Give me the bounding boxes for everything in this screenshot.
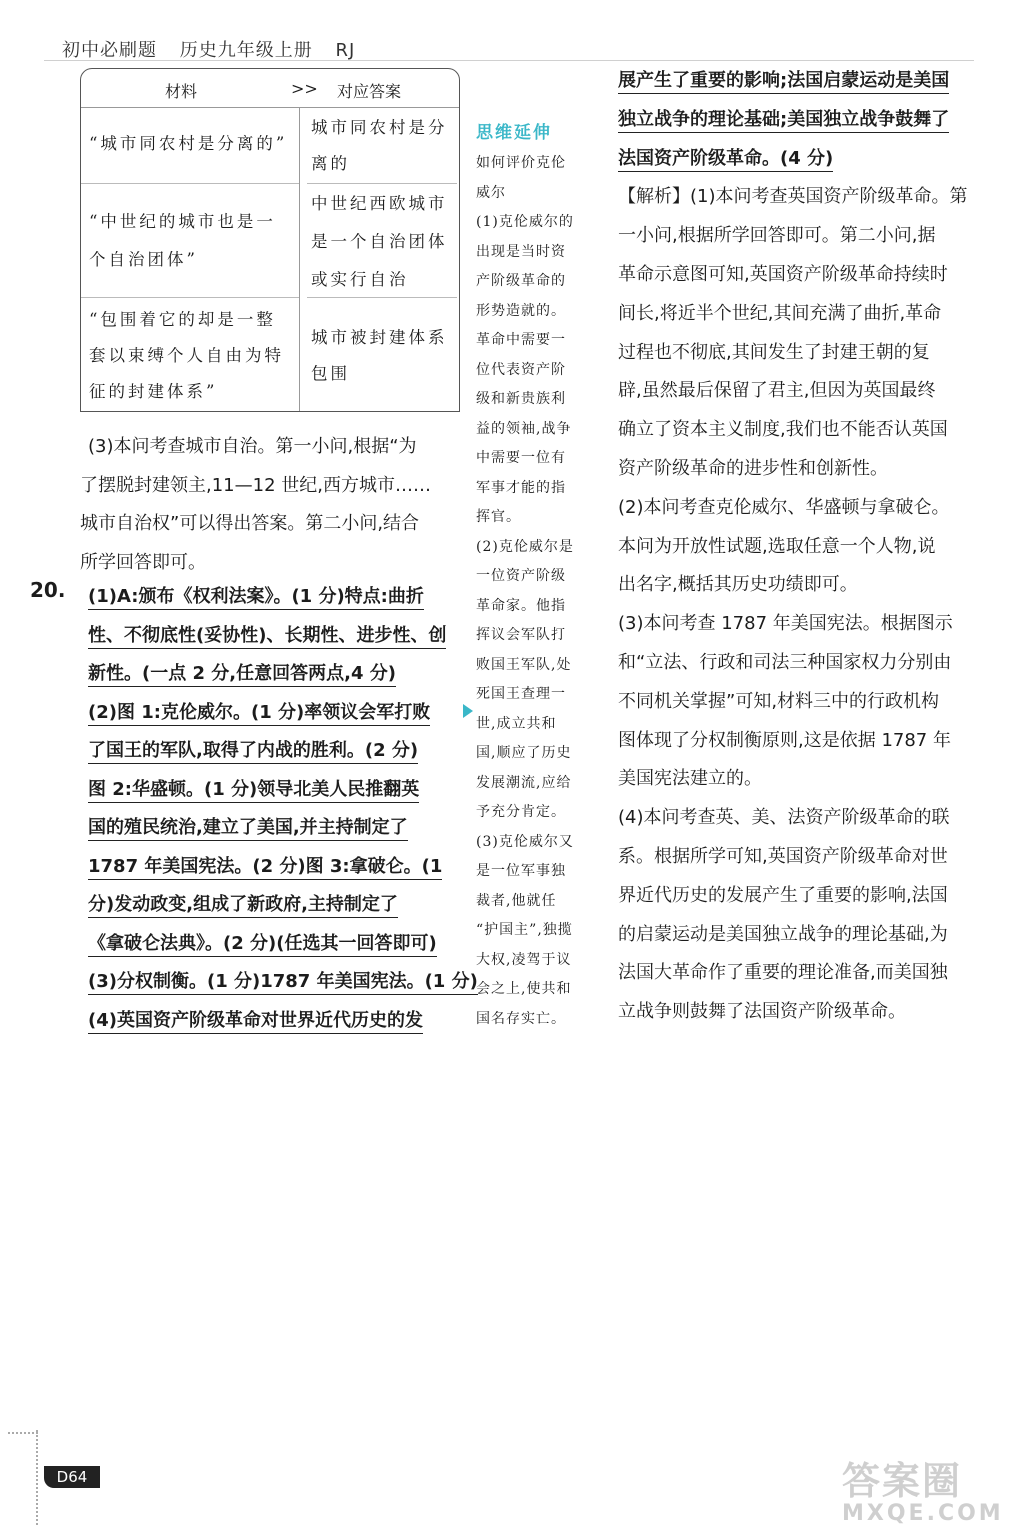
- answer-line: [88, 925, 466, 964]
- page-number: D64: [44, 1466, 100, 1488]
- table-cell-answer: 或实行自治: [311, 270, 409, 289]
- answer-line-text: (2)图 1:克伦威尔。(1 分)率领议会军打败: [88, 702, 430, 726]
- answer-line: [88, 732, 466, 771]
- sidebar-line: 如何评价克伦: [476, 155, 566, 171]
- sidebar-line: 威尔: [476, 184, 506, 201]
- sidebar-line: 国,顺应了历史: [476, 745, 572, 761]
- answer-line: [88, 886, 466, 925]
- sidebar-line: 死国王查理一: [476, 686, 566, 702]
- answer-line-text: 独立战争的理论基础;美国独立战争鼓舞了: [618, 109, 949, 133]
- analysis-line: 系。根据所学可知,英国资产阶级革命对世: [618, 845, 948, 867]
- sidebar-line: 革命家。他指: [476, 597, 566, 614]
- analysis-line: 法国大革命作了重要的理论准备,而美国独: [618, 962, 948, 984]
- q19-explanation: [80, 428, 464, 582]
- analysis-line: 一小问,根据所学回答即可。第二小问,据: [618, 225, 936, 247]
- sidebar-title: 思维延伸: [476, 123, 552, 143]
- sidebar-line: “护国主”,独揽: [476, 922, 573, 938]
- subject-title: 历史九年级上册: [179, 40, 313, 61]
- watermark-url: MXQE.COM: [842, 1501, 1004, 1526]
- row-divider: [81, 297, 299, 298]
- q20-analysis: [618, 178, 1000, 1032]
- right-column: [618, 62, 1000, 1032]
- table-cell-material: “城市同农村是分离的”: [89, 134, 288, 153]
- sidebar-line: 益的领袖,战争: [476, 420, 572, 437]
- arrow-icon: >>: [291, 79, 318, 98]
- watermark-logo: [842, 1450, 1002, 1530]
- page-header: [62, 36, 371, 62]
- q20-answer: [88, 578, 478, 1040]
- answer-line-text: 图 2:华盛顿。(1 分)领导北美人民推翻英: [88, 779, 419, 803]
- sidebar-line: 大权,凌驾于议: [476, 951, 572, 968]
- answer-line-text: 1787 年美国宪法。(2 分)图 3:拿破仑。(1: [88, 856, 442, 880]
- answer-line: [88, 655, 466, 694]
- answer-line: [618, 62, 1000, 101]
- sidebar-line: 是一位军事独: [476, 863, 566, 879]
- sidebar-line: 世,成立共和: [476, 715, 557, 732]
- analysis-line: (4)本问考查英、美、法资产阶级革命的联: [618, 807, 950, 829]
- text-line: 所学回答即可。: [80, 551, 206, 573]
- column-header-material: 材料: [165, 82, 198, 101]
- sidebar-line: 裁者,他就任: [476, 892, 557, 909]
- analysis-line: 过程也不彻底,其间发生了封建王朝的复: [618, 341, 930, 363]
- analysis-line: 的启蒙运动是美国独立战争的理论基础,为: [618, 923, 948, 945]
- sidebar-line: 挥议会军队打: [476, 627, 566, 643]
- analysis-line: 确立了资本主义制度,我们也不能否认英国: [618, 419, 948, 441]
- analysis-line: 美国宪法建立的。: [618, 768, 762, 790]
- sidebar-line: 中需要一位有: [476, 450, 566, 466]
- analysis-line: 出名字,概括其历史功绩即可。: [618, 574, 858, 596]
- text-line: 了摆脱封建领主,11—12 世纪,西方城市……: [80, 474, 431, 496]
- sidebar-line: 一位资产阶级: [476, 568, 566, 584]
- sidebar-line: 挥官。: [476, 509, 521, 525]
- answer-line: [88, 963, 478, 1002]
- header-divider: [44, 60, 974, 61]
- sidebar-body: [476, 149, 586, 1034]
- column-divider: [299, 107, 300, 411]
- answer-line: [88, 694, 466, 733]
- table-cell-material: 个自治团体”: [89, 250, 198, 269]
- text-line: (3)本问考查城市自治。第一小问,根据“为: [88, 436, 417, 457]
- sidebar-line: (1)克伦威尔的: [476, 214, 574, 230]
- watermark-text: 答案圈: [842, 1459, 963, 1503]
- sidebar-line: 败国王军队,处: [476, 656, 572, 673]
- sidebar-line: 产阶级革命的: [476, 273, 566, 289]
- analysis-line: 资产阶级革命的进步性和创新性。: [618, 457, 888, 479]
- edition-label: RJ: [335, 40, 356, 61]
- analysis-line: (3)本问考查 1787 年美国宪法。根据图示: [618, 613, 953, 635]
- row-divider: [307, 183, 457, 184]
- text-line: 城市自治权”可以得出答案。第二小问,结合: [80, 513, 420, 534]
- table-cell-answer: 包围: [311, 364, 350, 383]
- question-number: 20.: [30, 578, 66, 602]
- analysis-line: 和“立法、行政和司法三种国家权力分别由: [618, 651, 952, 673]
- answer-line-text: 了国王的军队,取得了内战的胜利。(2 分): [88, 740, 418, 764]
- answer-line: [88, 578, 466, 617]
- sidebar-line: 革命中需要一: [476, 332, 566, 348]
- sidebar-line: 国名存实亡。: [476, 1010, 566, 1027]
- answer-line-text: 《拿破仑法典》。(2 分)(任选其一回答即可): [88, 933, 437, 957]
- sidebar-line: 形势造就的。: [476, 302, 566, 319]
- column-header-answer: 对应答案: [337, 82, 402, 101]
- sidebar-line: 会之上,使共和: [476, 981, 572, 997]
- sidebar-line: 位代表资产阶: [476, 361, 566, 378]
- answer-line-text: 国的殖民统治,建立了美国,并主持制定了: [88, 817, 408, 841]
- answer-line: [88, 848, 466, 887]
- answer-line: [618, 140, 1000, 179]
- thinking-extension-sidebar: [476, 118, 586, 1034]
- answer-line-text: 展产生了重要的影响;法国启蒙运动是美国: [618, 70, 949, 94]
- table-cell-answer: 城市被封建体系: [311, 328, 448, 347]
- sidebar-line: 予充分肯定。: [476, 804, 566, 820]
- answer-line: [88, 617, 466, 656]
- answer-line-text: (1)A:颁布《权利法案》。(1 分)特点:曲折: [88, 586, 424, 610]
- answer-line-text: 新性。(一点 2 分,任意回答两点,4 分): [88, 663, 396, 687]
- material-answer-table: [80, 68, 460, 412]
- answer-line-text: (4)英国资产阶级革命对世界近代历史的发: [88, 1010, 423, 1034]
- analysis-line: 不同机关掌握”可知,材料三中的行政机构: [618, 690, 940, 712]
- analysis-line: (2)本问考查克伦威尔、华盛顿与拿破仑。: [618, 496, 950, 518]
- table-cell-material: “中世纪的城市也是一: [89, 212, 276, 231]
- sidebar-line: 出现是当时资: [476, 243, 566, 260]
- sidebar-line: 军事才能的指: [476, 479, 566, 496]
- answer-line: [618, 101, 1000, 140]
- table-cell-material: “包围着它的却是一整: [89, 310, 276, 329]
- answer-line-text: 性、不彻底性(妥协性)、长期性、进步性、创: [88, 625, 446, 649]
- table-cell-answer: 中世纪西欧城市: [311, 194, 448, 213]
- analysis-line: 革命示意图可知,英国资产阶级革命持续时: [618, 263, 948, 285]
- table-cell-material: 征的封建体系”: [89, 382, 218, 401]
- table-header: [81, 69, 459, 108]
- sidebar-line: (2)克伦威尔是: [476, 538, 574, 555]
- answer-line-text: 分)发动政变,组成了新政府,主持制定了: [88, 894, 398, 918]
- table-cell-answer: 离的: [311, 154, 350, 173]
- q20-answer-continued: [618, 62, 1000, 178]
- analysis-line: 间长,将近半个世纪,其间充满了曲折,革命: [618, 302, 942, 324]
- table-cell-answer: 城市同农村是分: [311, 118, 448, 137]
- table-cell-material: 套以束缚个人自由为特: [89, 346, 284, 365]
- table-cell-answer: 是一个自治团体: [311, 232, 448, 251]
- decorative-dotted-line: [36, 1430, 38, 1525]
- analysis-line: 图体现了分权制衡原则,这是依据 1787 年: [618, 729, 951, 751]
- row-divider: [81, 183, 299, 184]
- sidebar-line: 级和新贵族利: [476, 391, 566, 407]
- book-title: 初中必刷题: [62, 40, 157, 61]
- sidebar-line: (3)克伦威尔又: [476, 833, 574, 850]
- answer-line-text: (3)分权制衡。(1 分)1787 年美国宪法。(1 分): [88, 971, 478, 995]
- analysis-line: 界近代历史的发展产生了重要的影响,法国: [618, 884, 948, 906]
- sidebar-line: 发展潮流,应给: [476, 774, 572, 791]
- answer-line: [88, 809, 466, 848]
- answer-line-text: 法国资产阶级革命。(4 分): [618, 148, 833, 172]
- analysis-line: 本问为开放性试题,选取任意一个人物,说: [618, 535, 936, 557]
- answer-line: [88, 771, 466, 810]
- analysis-line: 【解析】(1)本问考查英国资产阶级革命。第: [618, 186, 968, 208]
- analysis-line: 立战争则鼓舞了法国资产阶级革命。: [618, 1001, 906, 1023]
- answer-line: [88, 1002, 466, 1041]
- decorative-dotted-line: [8, 1432, 38, 1434]
- analysis-line: 辟,虽然最后保留了君主,但因为英国最终: [618, 380, 936, 402]
